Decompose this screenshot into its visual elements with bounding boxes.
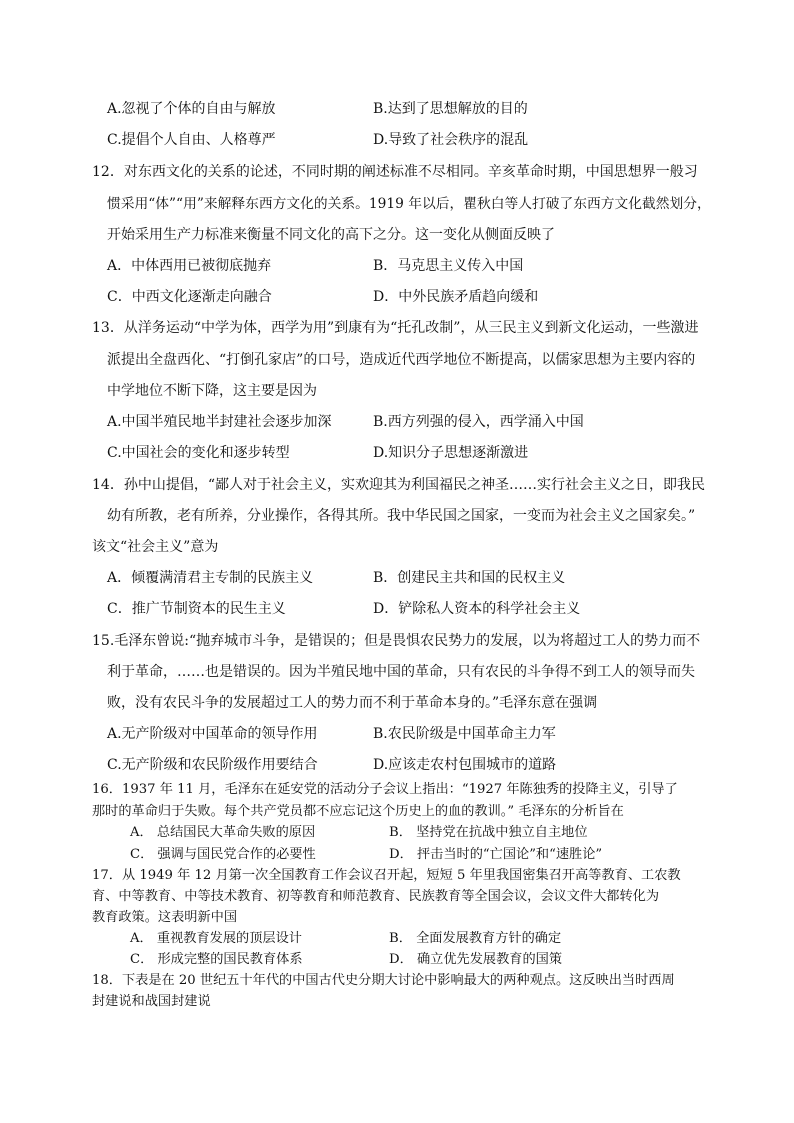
q12-stem-line: 12．对东西文化的关系的论述，不同时期的阐述标准不尽相同。辛亥革命时期，中国思想界一般习	[92, 164, 698, 180]
q11-option-c: C.提倡个人自由、人格尊严	[107, 132, 276, 148]
q13-stem-line: 中学地位不断下降，这主要是因为	[107, 383, 317, 399]
q11-option-b: B.达到了思想解放的目的	[373, 101, 528, 117]
q11-option-a: A.忽视了个体的自由与解放	[107, 101, 276, 117]
q16-option-d: D． 抨击当时的“亡国论”和“速胜论”	[389, 847, 603, 862]
q12-option-a: A．中体西用已被彻底抛弃	[107, 258, 272, 274]
q15-option-c: C.无产阶级和农民阶级作用要结合	[107, 757, 318, 773]
q17-option-d: D． 确立优先发展教育的国策	[389, 952, 563, 967]
q14-option-c: C．推广节制资本的民生主义	[107, 601, 286, 617]
q12-stem-line: 惯采用“体”“用”来解释东西方文化的关系。1919 年以后，瞿秋白等人打破了东西方文化截然划分，	[107, 196, 711, 212]
q14-option-a: A．倾覆满清君主专制的民族主义	[107, 570, 314, 586]
q17-stem-line: 育、中等教育、中等技术教育、初等教育和师范教育、民族教育等全国会议，会议文件大都转化为	[92, 889, 660, 904]
q13-option-d: D.知识分子思想逐渐激进	[373, 445, 529, 461]
q14-stem-line: 幼有所教，老有所养，分业操作，各得其所。我中华民国之国家，一变而为社会主义之国家矣。”	[107, 508, 696, 524]
q16-option-a: A． 总结国民大革命失败的原因	[130, 825, 316, 840]
q14-option-b: B．创建民主共和国的民权主义	[373, 570, 566, 586]
q16-stem-line: 那时的革命归于失败。每个共产党员都不应忘记这个历史上的血的教训。” 毛泽东的分析旨在	[92, 804, 624, 819]
q13-stem-line: 13．从洋务运动“中学为体，西学为用”到康有为“托孔改制”，从三民主义到新文化运动，一些激进	[92, 320, 699, 336]
q11-option-d: D.导致了社会秩序的混乱	[373, 132, 529, 148]
q16-option-c: C． 强调与国民党合作的必要性	[130, 847, 316, 862]
q12-option-c: C．中西文化逐渐走向融合	[107, 289, 272, 305]
q13-option-c: C.中国社会的变化和逐步转型	[107, 445, 290, 461]
q13-option-a: A.中国半殖民地半封建社会逐步加深	[107, 414, 332, 430]
q17-stem-line: 教育政策。这表明新中国	[92, 910, 238, 925]
q14-stem-line: 14．孙中山提倡，“鄙人对于社会主义，实欢迎其为利国福民之神圣……实行社会主义之日，即我民	[92, 477, 705, 493]
q17-option-a: A． 重视教育发展的顶层设计	[130, 931, 302, 946]
q18-stem-line: 封建说和战国封建说	[92, 994, 211, 1009]
q17-stem-line: 17．从 1949 年 12 月第一次全国教育工作会议召开起，短短 5 年里我国密集召开高等教育、工农教	[92, 868, 681, 883]
q17-option-c: C． 形成完整的国民教育体系	[130, 952, 303, 967]
q17-option-b: B． 全面发展教育方针的确定	[389, 931, 562, 946]
q13-option-b: B.西方列强的侵入，西学涌入中国	[373, 414, 584, 430]
q15-stem-line: 15.毛泽东曾说:“抛弃城市斗争，是错误的；但是畏惧农民势力的发展，以为将超过工人的势力而不	[92, 633, 701, 649]
q14-stem-line: 该文“社会主义”意为	[92, 539, 219, 555]
q16-stem-line: 16．1937 年 11 月，毛泽东在延安党的活动分子会议上指出：“1927 年陈独秀的投降主义，引导了	[92, 782, 678, 797]
q15-stem-line: 败，没有农民斗争的发展超过工人的势力而不利于革命本身的。”毛泽东意在强调	[107, 695, 598, 711]
q18-stem-line: 18．下表是在 20 世纪五十年代的中国古代史分期大讨论中影响最大的两种观点。这反映出当时西周	[92, 973, 675, 988]
q13-stem-line: 派提出全盘西化、“打倒孔家店”的口号，造成近代西学地位不断提高，以儒家思想为主要内容的	[107, 352, 696, 368]
q14-option-d: D．铲除私人资本的科学社会主义	[373, 601, 581, 617]
q12-stem-line: 开始采用生产力标准来衡量不同文化的高下之分。这一变化从侧面反映了	[107, 227, 555, 243]
q15-stem-line: 利于革命，……也是错误的。因为半殖民地中国的革命，只有农民的斗争得不到工人的领导而失	[107, 664, 695, 680]
q12-option-b: B．马克思主义传入中国	[373, 258, 524, 274]
q15-option-b: B.农民阶级是中国革命主力军	[373, 726, 556, 742]
q12-option-d: D．中外民族矛盾趋向缓和	[373, 289, 539, 305]
q15-option-d: D.应该走农村包围城市的道路	[373, 757, 557, 773]
q15-option-a: A.无产阶级对中国革命的领导作用	[107, 726, 318, 742]
q16-option-b: B． 坚持党在抗战中独立自主地位	[389, 825, 588, 840]
